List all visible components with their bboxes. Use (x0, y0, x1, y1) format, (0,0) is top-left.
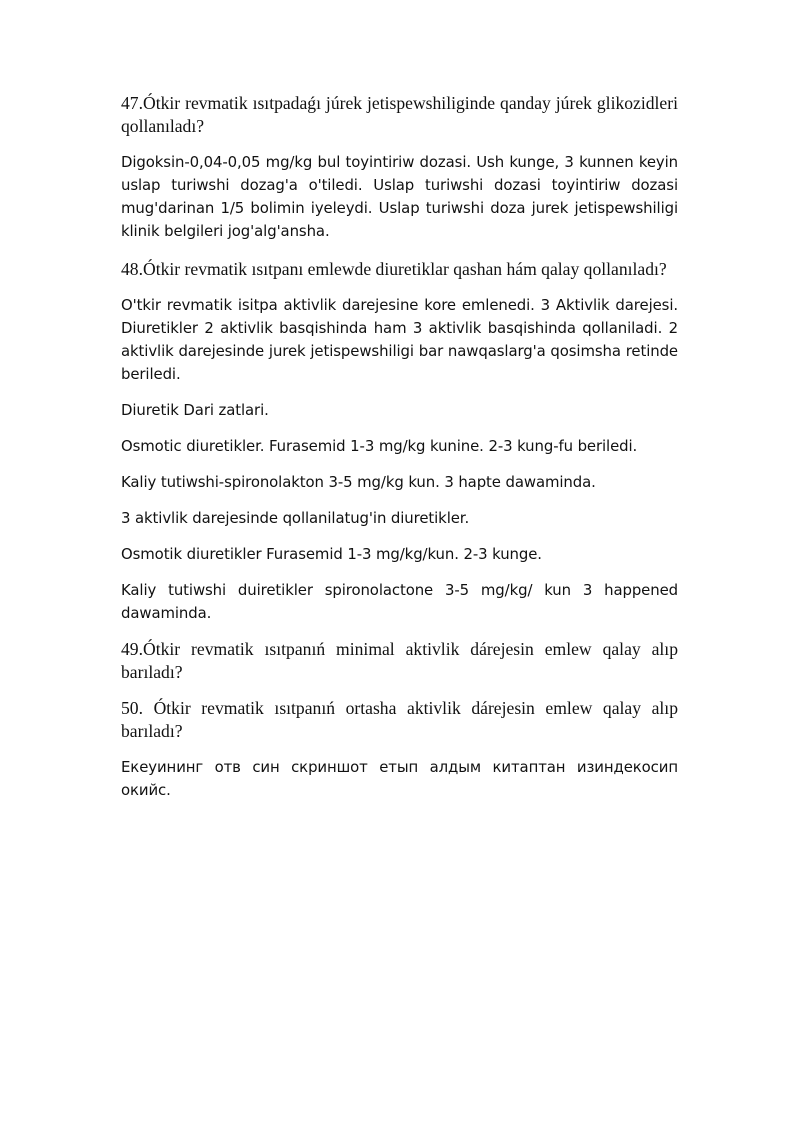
answer-48-potassium-sparing-level-3: Kaliy tutiwshi duiretikler spironolactone 3-5 mg/kg/ kun 3 happened dawaminda. (121, 581, 678, 622)
note-paragraph: Екеуининг отв син скриншот етып алдым китаптан изиндекосип окийс. (121, 758, 678, 799)
answer-48-paragraph: O'tkir revmatik isitpa aktivlik darejesine kore emlenedi. 3 Aktivlik darejesi. Diuretikler 2 aktivlik basqishinda ham 3 aktivlik basqishinda qollaniladi. 2 aktivlik darejesinde jurek jetispewshiligi bar nawqaslarg'a qosimsha retinde beriledi. (121, 296, 678, 383)
question-49: 49.Ótkir revmatik ısıtpanıń minimal aktivlik dárejesin emlew qalay alıp barıladı? (121, 639, 678, 682)
question-50: 50. Ótkir revmatik ısıtpanıń ortasha aktivlik dárejesin emlew qalay alıp barıladı? (121, 698, 678, 741)
answer-48-diuretic-drugs: Diuretik Dari zatlari. (121, 401, 269, 419)
answer-48-osmotic-level-3: Osmotik diuretikler Furasemid 1-3 mg/kg/kun. 2-3 kunge. (121, 545, 542, 563)
question-48: 48.Ótkir revmatik ısıtpanı emlewde diuretiklar qashan hám qalay qollanıladı? (121, 259, 667, 279)
answer-48-level-3-heading: 3 aktivlik darejesinde qollanilatug'in diuretikler. (121, 509, 470, 527)
question-47: 47.Ótkir revmatik ısıtpadaǵı júrek jetispewshiliginde qanday júrek glikozidleri qollanıladı? (121, 93, 678, 136)
answer-48-osmotic: Osmotic diuretikler. Furasemid 1-3 mg/kg kunine. 2-3 kung-fu beriledi. (121, 437, 638, 455)
document-page (121, 92, 678, 815)
answer-48-potassium-sparing: Kaliy tutiwshi-spironolakton 3-5 mg/kg kun. 3 hapte dawaminda. (121, 473, 596, 491)
answer-47: Digoksin-0,04-0,05 mg/kg bul toyintiriw dozasi. Ush kunge, 3 kunnen keyin uslap turiwshi dozag'a o'tiledi. Uslap turiwshi dozasi toyintiriw dozasi mug'darinan 1/5 bolimin iyeleydi. Uslap turiwshi doza jurek jetispewshiligi klinik belgileri jog'alg'ansha. (121, 153, 678, 240)
